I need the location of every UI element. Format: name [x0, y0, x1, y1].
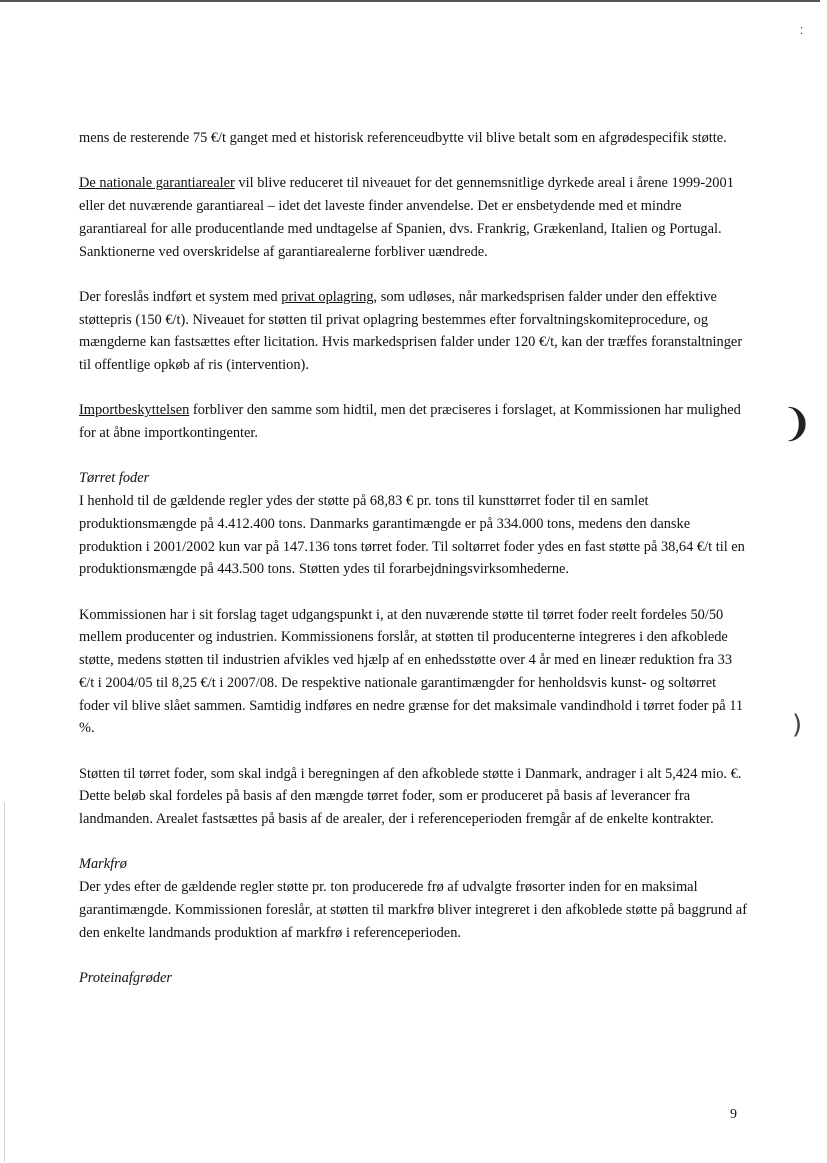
page-number: 9	[730, 1107, 737, 1122]
paragraph-privat-oplagring	[79, 286, 749, 377]
paragraph-importbeskyttelse	[79, 399, 749, 444]
paragraph-text: forbliver den samme som hidtil, men det præciseres i forslaget, at Kommissionen har mulighed for at åbne importkontingenter.	[79, 402, 741, 442]
paragraph-kommissionen-forslag: Kommissionen har i sit forslag taget udgangspunkt i, at den nuværende støtte til tørret foder reelt fordeles 50/50 mellem producenter og industrien. Kommissionens forslår, at støtten til producenterne integreres i den afkoblede støtte, medens støtten til industrien afvikles ved hjælp af en enhedsstøtte over 4 år med en lineær reduktion fra 33 €/t i 2004/05 til 8,25 €/t i 2007/08. De respektive nationale garantimængder for henholdsvis kunst- og soltørret foder vil blive slået sammen. Samtidig indføres en nedre grænse for det maksimale vandindhold i tørret foder på 11 %.	[79, 606, 744, 737]
top-scan-edge	[0, 0, 820, 2]
scan-artifact-paren: )	[792, 710, 803, 740]
paragraph-markfro: Der ydes efter de gældende regler støtte pr. ton producerede frø af udvalgte frøsorter inden for en maksimal garantimængde. Kommissionen foreslår, at støtten til markfrø bliver integreret i den afkoblede støtte på baggrund af den enkelte landmands produktion af markfrø i referenceperioden.	[79, 879, 747, 941]
paragraph-garantiarealer	[79, 172, 749, 263]
underlined-term-garantiarealer: De nationale garantiarealer	[79, 175, 235, 192]
underlined-term-importbeskyttelsen: Importbeskyttelsen	[79, 402, 190, 419]
paragraph-text: , som udløses, når markedsprisen falder under den effektive støttepris (150 €/t). Niveauet for støtten til privat oplagring bestemmes efter forvaltningskomiteprocedure, og mængderne kan fastsættes efter licitation. Hvis markedsprisen falder under 120 €/t, kan der træffes foranstaltninger til offentlige opkøb af ris (intervention).	[79, 288, 743, 373]
section-heading-torret-foder: Tørret foder	[79, 470, 150, 487]
section-heading-markfro: Markfrø	[79, 856, 127, 873]
section-heading-proteinafgroder: Proteinafgrøder	[79, 969, 172, 986]
paragraph-afgrodespecifik: mens de resterende 75 €/t ganget med et historisk referenceudbytte vil blive betalt som en afgrødespecifik støtte.	[79, 130, 727, 146]
underlined-term-privat-oplagring: privat oplagring	[281, 288, 374, 305]
paragraph-text: vil blive reduceret til niveauet for det gennemsnitlige dyrkede areal i årene 1999-2001 eller det nuværende garantiareal – idet det laveste finder anvendelse. Det er ensbetydende med et mindre garantiareal for alle producentlande med undtagelse af Spanien, dvs. Frankrig, Grækenland, Italien og Portugal. Sanktionerne ved overskridelse af garantiarealerne forbliver uændrede.	[79, 175, 734, 260]
scan-artifact-dot: ⁚	[800, 26, 804, 37]
document-page	[79, 127, 749, 990]
paragraph-afkoblet-stotte: Støtten til tørret foder, som skal indgå i beregningen af den afkoblede støtte i Danmark, andrager i alt 5,424 mio. €. Dette beløb skal fordeles på basis af den mængde tørret foder, som er produceret på basis af leverancer fra landmanden. Arealet fastsættes på basis af de arealer, der i referenceperioden fremgår af de enkelte kontrakter.	[79, 765, 742, 827]
scan-artifact-mark: ❩	[781, 401, 813, 445]
paragraph-torret-foder-regler: I henhold til de gældende regler ydes der støtte på 68,83 € pr. tons til kunsttørret foder til en samlet produktionsmængde på 4.412.400 tons. Danmarks garantimængde er på 334.000 tons, medens den danske produktion i 2001/2002 kun var på 147.136 tons tørret foder. Til soltørret foder ydes en fast støtte på 38,64 €/t til en produktionsmængde på 443.500 tons. Støtten ydes til forarbejdningsvirksomhederne.	[79, 493, 745, 578]
paragraph-text: Der foreslås indført et system med	[79, 288, 282, 305]
scan-margin-line	[4, 802, 5, 1162]
